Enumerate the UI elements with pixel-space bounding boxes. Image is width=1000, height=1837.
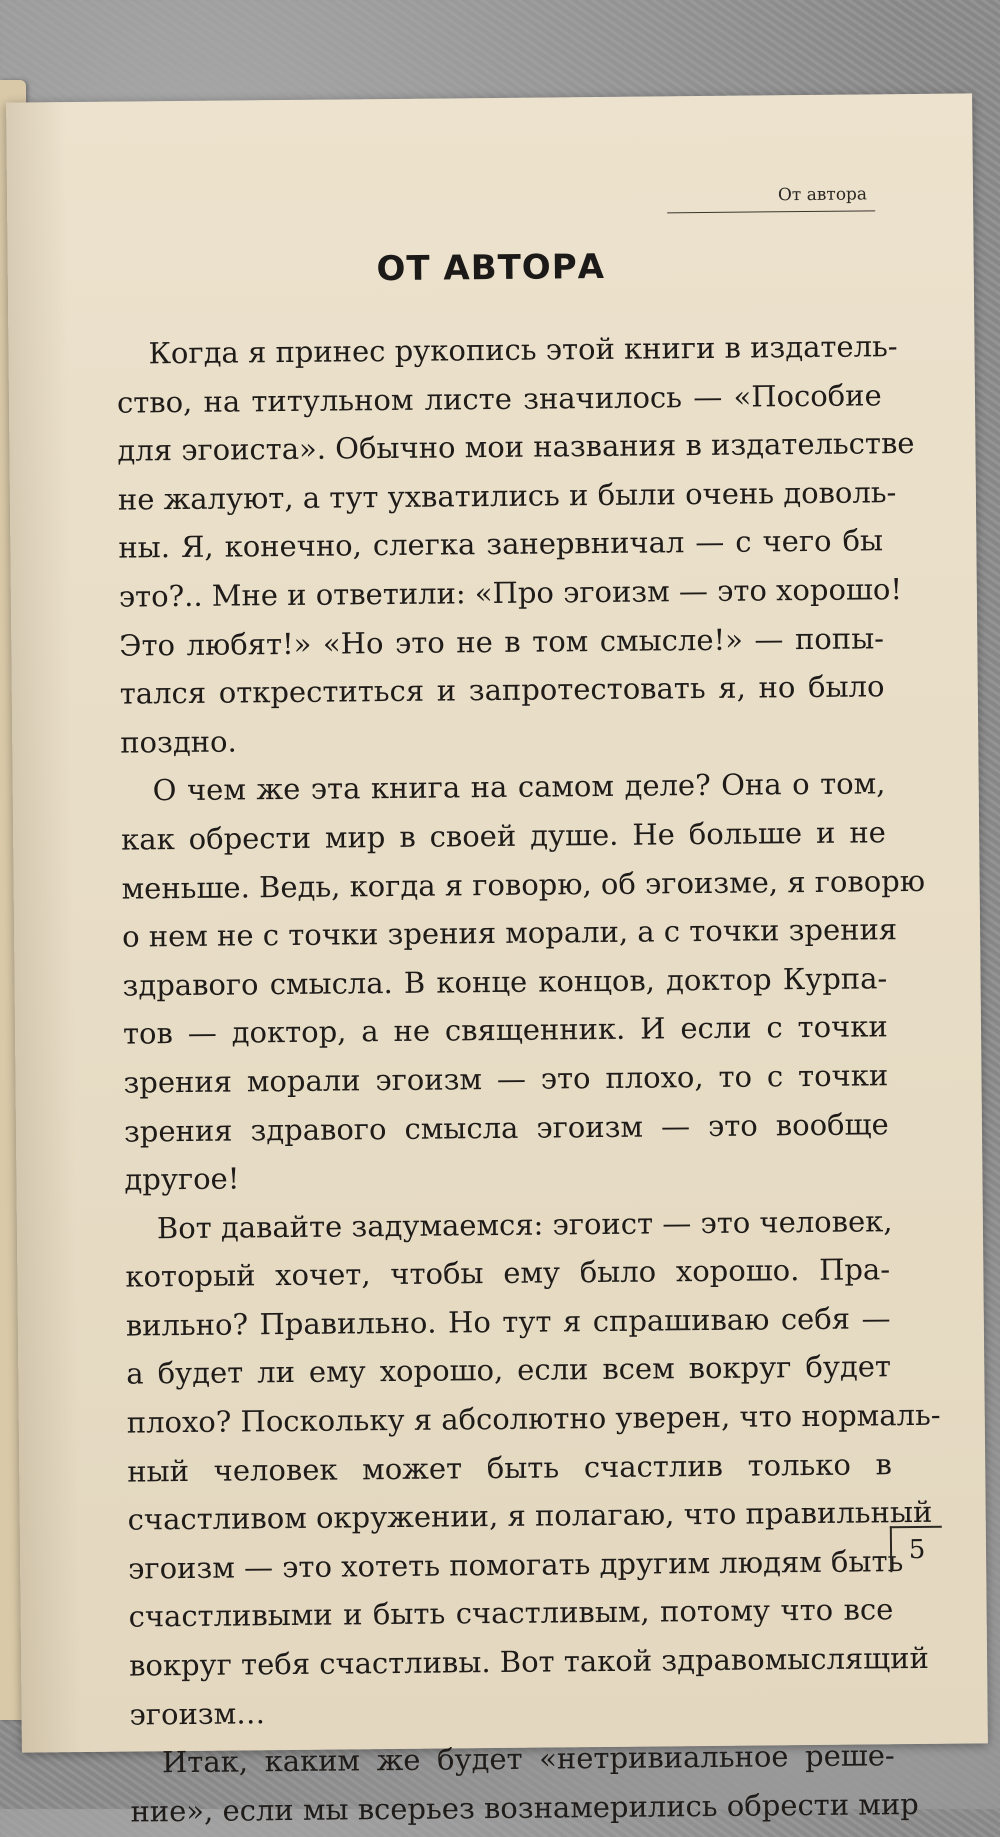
text-line: зрения морали эгоизм — это плохо, то с точки [123, 1058, 889, 1100]
text-line: как обрести мир в своей душе. Не больше и не [121, 815, 887, 857]
text-line: счастливыми и быть счастливым, потому что все [128, 1592, 894, 1635]
text-line: эгоизм — это хотеть помогать другим людям быть [128, 1543, 904, 1586]
text-line: вильно? Правильно. Но тут я спрашиваю себя — [125, 1301, 891, 1343]
chapter-title: ОТ АВТОРА [376, 246, 606, 290]
text-line: эгоизм… [129, 1695, 266, 1732]
text-line: Когда я принес рукопись этой книги в издатель- [148, 329, 898, 371]
text-line: Вот давайте задумаемся: эгоист — это человек, [156, 1203, 893, 1245]
text-line: о нем не с точки зрения морали, а с точки зрения [121, 912, 898, 954]
text-line: ние», если мы всерьез вознамерились обрести мир [130, 1786, 919, 1829]
text-line: который хочет, чтобы ему было хорошо. Пра- [125, 1252, 891, 1294]
text-line: для эгоиста». Обычно мои названия в издательстве [117, 426, 915, 468]
text-line: Итак, каким же будет «нетривиальное реше- [161, 1738, 895, 1780]
text-line: другое! [124, 1161, 240, 1197]
text-line: тов — доктор, а не священник. И если с точки [122, 1009, 888, 1051]
text-line: здравого смысла. В конце концов, доктор Курпа- [122, 960, 888, 1003]
text-line: Это любят!» «Но это не в том смысле!» — попы- [119, 620, 885, 663]
text-line: тался откреститься и запротестовать я, но было [119, 669, 885, 711]
running-head: От автора [667, 184, 875, 213]
text-line: а будет ли ему хорошо, если всем вокруг будет [126, 1349, 892, 1392]
text-line: меньше. Ведь, когда я говорю, об эгоизме, я говорю [121, 863, 926, 906]
text-line: О чем же эта книга на самом деле? Она о том, [152, 766, 886, 808]
text-line: счастливом окружении, я полагаю, что правильный [127, 1495, 933, 1537]
text-line: зрения здравого смысла эгоизм — это вообще [123, 1106, 889, 1149]
text-line: вокруг тебя счастливы. Вот такой здравомыслящий [128, 1640, 929, 1683]
text-line: ны. Я, конечно, слегка занервничал — с чего бы [118, 523, 884, 565]
text-line: плохо? Поскольку я абсолютно уверен, что нормаль- [126, 1397, 941, 1440]
body-text [116, 322, 941, 1836]
text-line: поздно. [120, 724, 237, 760]
text-line: не жалуют, а тут ухватились и были очень доволь- [117, 474, 897, 517]
page-number: 5 [890, 1526, 942, 1572]
text-line: ство, на титульном листе значилось — «Пособие [116, 377, 882, 420]
book-page [6, 93, 988, 1829]
text-line: ный человек может быть счастлив только в [127, 1446, 893, 1489]
text-line: это?.. Мне и ответили: «Про эгоизм — это хорошо! [118, 572, 903, 614]
